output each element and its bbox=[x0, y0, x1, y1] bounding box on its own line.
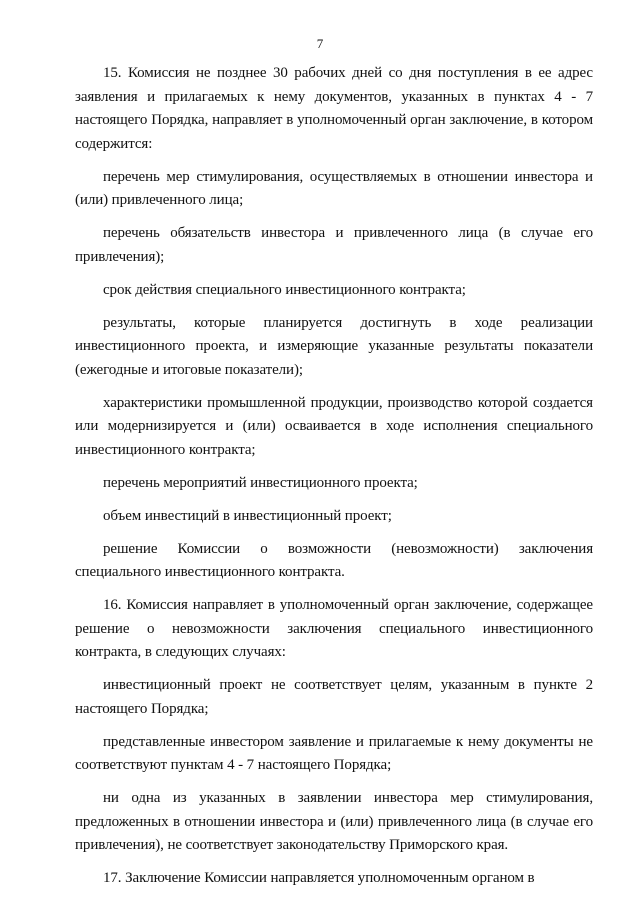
list-item-product-characteristics: характеристики промышленной продукции, производство которой создается или модернизируется и (или) осваивается в ходе исполнения специального инвестиционного контракта; bbox=[75, 394, 593, 458]
list-item-documents-mismatch: представленные инвестором заявление и прилагаемые к нему документы не соответствуют пунктам 4 - 7 настоящего Порядка; bbox=[75, 733, 593, 773]
list-item-project-activities: перечень мероприятий инвестиционного проекта; bbox=[103, 474, 418, 491]
list-item-results: результаты, которые планируется достигнуть в ходе реализации инвестиционного проекта, и измеряющие указанные результаты показатели (ежегодные и итоговые показатели); bbox=[75, 314, 593, 378]
document-body bbox=[75, 62, 593, 891]
list-item-investment-volume: объем инвестиций в инвестиционный проект; bbox=[103, 507, 392, 524]
list-item-commission-decision: решение Комиссии о возможности (невозможности) заключения специального инвестиционного контракта. bbox=[75, 540, 593, 580]
paragraph-16-intro: 16. Комиссия направляет в уполномоченный орган заключение, содержащее решение о невозможности заключения специального инвестиционного контракта, в следующих случаях: bbox=[75, 597, 593, 660]
list-item-contract-term: срок действия специального инвестиционного контракта; bbox=[103, 281, 466, 298]
page-number: 7 bbox=[316, 36, 324, 51]
list-item-legislation-mismatch: ни одна из указанных в заявлении инвестора мер стимулирования, предложенных в отношении инвестора и (или) привлеченного лица (в случае его привлечения), не соответствует законодательству Приморского края. bbox=[75, 790, 593, 853]
list-item-obligations: перечень обязательств инвестора и привлеченного лица (в случае его привлечения); bbox=[75, 225, 593, 265]
list-item-stimulus-measures: перечень мер стимулирования, осуществляемых в отношении инвестора и (или) привлеченного лица; bbox=[75, 168, 593, 208]
list-item-goals-mismatch: инвестиционный проект не соответствует целям, указанным в пункте 2 настоящего Порядка; bbox=[75, 677, 593, 717]
paragraph-15-intro: 15. Комиссия не позднее 30 рабочих дней со дня поступления в ее адрес заявления и прилагаемых к нему документов, указанных в пунктах 4 - 7 настоящего Порядка, направляет в уполномоченный орган заключение, в котором содержится: bbox=[75, 65, 593, 152]
paragraph-17-start: 17. Заключение Комиссии направляется уполномоченным органом в bbox=[103, 870, 535, 886]
